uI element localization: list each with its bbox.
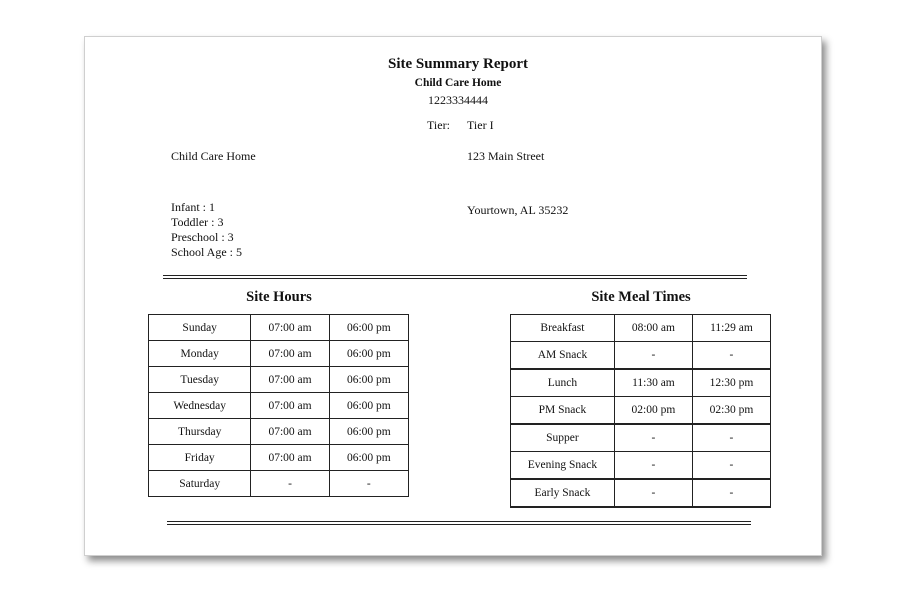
meal-cell: Evening Snack xyxy=(511,452,615,480)
end-time-cell: - xyxy=(692,424,770,452)
day-cell: Monday xyxy=(149,341,251,367)
site-street: 123 Main Street xyxy=(467,149,545,163)
day-cell: Thursday xyxy=(149,419,251,445)
tier-value: Tier I xyxy=(467,118,494,132)
table-row xyxy=(511,452,771,480)
age-count-infant: Infant : 1 xyxy=(171,200,215,214)
meal-times-title: Site Meal Times xyxy=(591,289,691,305)
bottom-divider xyxy=(167,521,751,525)
close-time-cell: 06:00 pm xyxy=(329,445,408,471)
start-time-cell: - xyxy=(614,479,692,507)
day-cell: Saturday xyxy=(149,471,251,497)
end-time-cell: - xyxy=(692,342,770,370)
start-time-cell: 02:00 pm xyxy=(614,397,692,425)
end-time-cell: 12:30 pm xyxy=(692,369,770,397)
day-cell: Friday xyxy=(149,445,251,471)
end-time-cell: 02:30 pm xyxy=(692,397,770,425)
age-count-school-age: School Age : 5 xyxy=(171,245,242,259)
table-row xyxy=(149,471,409,497)
table-row xyxy=(511,397,771,425)
meal-cell: PM Snack xyxy=(511,397,615,425)
close-time-cell: 06:00 pm xyxy=(329,315,408,341)
meal-cell: AM Snack xyxy=(511,342,615,370)
day-cell: Wednesday xyxy=(149,393,251,419)
table-row xyxy=(511,342,771,370)
meal-cell: Breakfast xyxy=(511,315,615,342)
table-row xyxy=(149,445,409,471)
day-cell: Sunday xyxy=(149,315,251,341)
table-row xyxy=(511,315,771,342)
start-time-cell: - xyxy=(614,342,692,370)
report-page xyxy=(84,36,822,556)
age-counts xyxy=(171,200,242,260)
end-time-cell: - xyxy=(692,452,770,480)
table-row xyxy=(149,393,409,419)
table-row xyxy=(149,315,409,341)
site-name: Child Care Home xyxy=(171,149,256,163)
end-time-cell: 11:29 am xyxy=(692,315,770,342)
report-subtitle: Child Care Home xyxy=(414,77,502,89)
start-time-cell: - xyxy=(614,424,692,452)
age-count-toddler: Toddler : 3 xyxy=(171,215,224,229)
open-time-cell: 07:00 am xyxy=(251,341,329,367)
table-row xyxy=(149,419,409,445)
close-time-cell: 06:00 pm xyxy=(329,341,408,367)
open-time-cell: 07:00 am xyxy=(251,419,329,445)
open-time-cell: 07:00 am xyxy=(251,445,329,471)
meal-cell: Early Snack xyxy=(511,479,615,507)
age-count-preschool: Preschool : 3 xyxy=(171,230,234,244)
report-title: Site Summary Report xyxy=(388,56,528,72)
site-hours-table xyxy=(148,314,409,497)
site-hours-title: Site Hours xyxy=(246,289,312,305)
open-time-cell: - xyxy=(251,471,329,497)
site-city: Yourtown, AL 35232 xyxy=(467,203,569,217)
end-time-cell: - xyxy=(692,479,770,507)
start-time-cell: 11:30 am xyxy=(614,369,692,397)
close-time-cell: 06:00 pm xyxy=(329,393,408,419)
meal-cell: Supper xyxy=(511,424,615,452)
open-time-cell: 07:00 am xyxy=(251,393,329,419)
table-row xyxy=(511,424,771,452)
meal-times-table xyxy=(510,314,771,508)
meal-cell: Lunch xyxy=(511,369,615,397)
table-row xyxy=(149,341,409,367)
table-row xyxy=(511,479,771,507)
start-time-cell: - xyxy=(614,452,692,480)
table-row xyxy=(511,369,771,397)
open-time-cell: 07:00 am xyxy=(251,315,329,341)
close-time-cell: - xyxy=(329,471,408,497)
day-cell: Tuesday xyxy=(149,367,251,393)
site-phone: 1223334444 xyxy=(428,93,488,107)
top-divider xyxy=(163,275,747,279)
close-time-cell: 06:00 pm xyxy=(329,367,408,393)
close-time-cell: 06:00 pm xyxy=(329,419,408,445)
tier-label: Tier: xyxy=(427,118,450,132)
table-row xyxy=(149,367,409,393)
open-time-cell: 07:00 am xyxy=(251,367,329,393)
start-time-cell: 08:00 am xyxy=(614,315,692,342)
